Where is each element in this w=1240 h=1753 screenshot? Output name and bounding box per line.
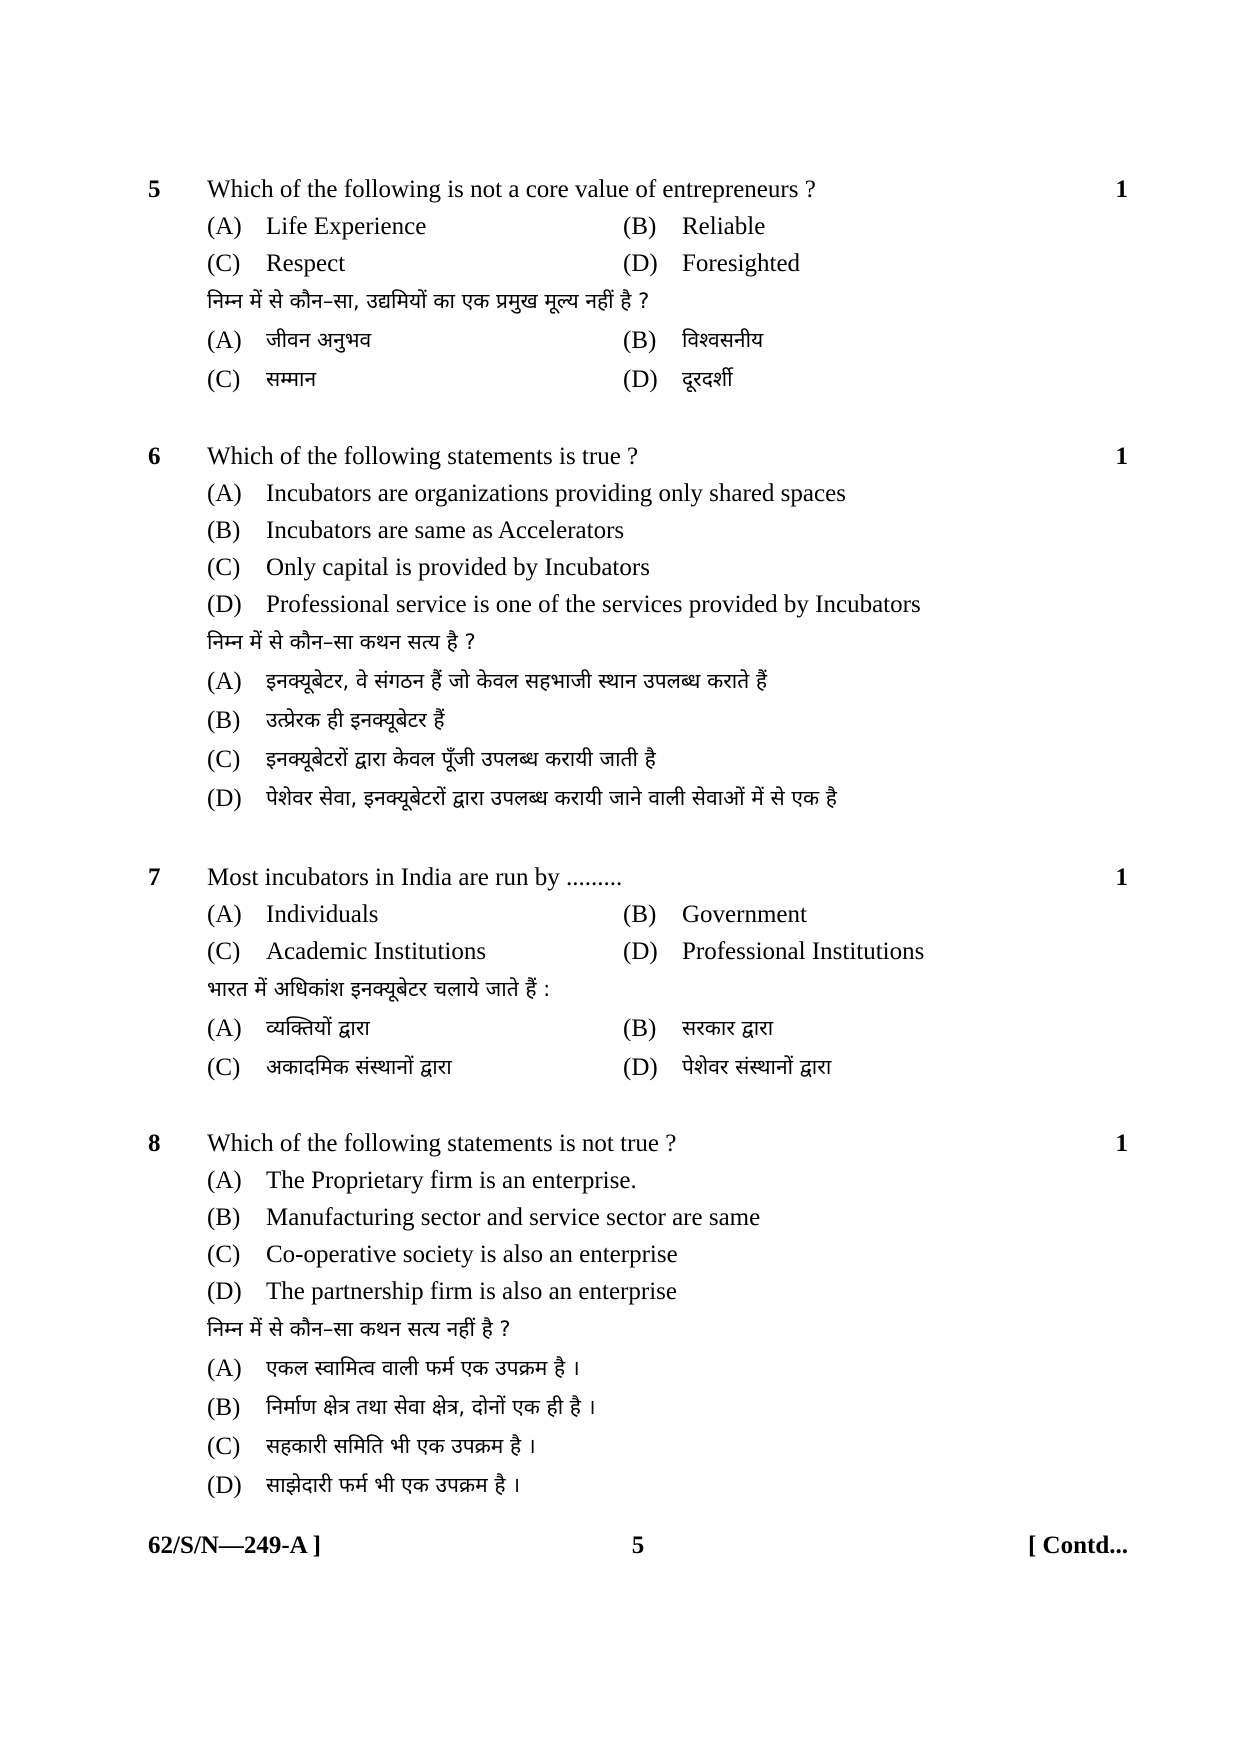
question-text-hi: निम्न में से कौन–सा कथन सत्य नहीं है ? xyxy=(207,1317,511,1341)
option-b-en xyxy=(623,896,1043,933)
option-text: Co-operative society is also an enterprise xyxy=(266,1241,678,1268)
question-text-hi: निम्न में से कौन–सा, उद्यमियों का एक प्रमुख मूल्य नहीं है ? xyxy=(207,289,650,313)
option-text: Respect xyxy=(266,250,346,277)
option-label: (B) xyxy=(207,1394,241,1421)
option-a-hi xyxy=(207,1009,623,1048)
options-hi xyxy=(207,321,1067,399)
option-label: (A) xyxy=(207,668,242,695)
option-text: Manufacturing sector and service sector are same xyxy=(266,1204,761,1231)
option-a-en xyxy=(207,475,1067,512)
option-label: (B) xyxy=(207,517,241,544)
option-label: (C) xyxy=(207,1241,241,1268)
option-b-hi xyxy=(623,321,1043,360)
option-text: Government xyxy=(682,901,807,928)
question-marks: 1 xyxy=(1115,176,1128,203)
option-text: Academic Institutions xyxy=(266,938,487,965)
option-label: (D) xyxy=(207,785,242,812)
option-c-hi xyxy=(207,1427,1067,1466)
option-a-hi xyxy=(207,662,1067,701)
option-text: एकल स्वामित्व वाली फर्म एक उपक्रम है । xyxy=(266,1356,580,1380)
question-text-en: Most incubators in India are run by ......... xyxy=(207,864,623,891)
option-text: निर्माण क्षेत्र तथा सेवा क्षेत्र, दोनों एक ही है । xyxy=(266,1395,596,1419)
option-label: (D) xyxy=(207,1278,242,1305)
option-label: (C) xyxy=(207,554,241,581)
option-text: Reliable xyxy=(682,213,766,240)
option-label: (D) xyxy=(207,591,242,618)
option-label: (B) xyxy=(207,707,241,734)
question-marks: 1 xyxy=(1115,864,1128,891)
option-b-hi xyxy=(207,701,1067,740)
option-text: Incubators are organizations providing only shared spaces xyxy=(266,480,846,507)
option-c-en xyxy=(207,549,1067,586)
question-number: 5 xyxy=(148,176,161,203)
option-label: (C) xyxy=(207,250,241,277)
option-label: (D) xyxy=(623,250,658,277)
option-text: दूरदर्शी xyxy=(682,367,733,391)
option-text: जीवन अनुभव xyxy=(266,328,372,352)
question-number: 8 xyxy=(148,1130,161,1157)
question-body xyxy=(207,859,1067,1087)
option-label: (C) xyxy=(207,1433,241,1460)
option-label: (C) xyxy=(207,938,241,965)
option-c-en xyxy=(207,245,623,282)
question-text-en: Which of the following statements is true ? xyxy=(207,443,639,470)
option-d-en xyxy=(207,1273,1067,1310)
option-text: The partnership firm is also an enterprise xyxy=(266,1278,677,1305)
option-text: The Proprietary firm is an enterprise. xyxy=(266,1167,637,1194)
options-en xyxy=(207,896,1067,970)
option-label: (D) xyxy=(623,366,658,393)
option-d-hi xyxy=(623,360,1043,399)
option-text: Life Experience xyxy=(266,213,427,240)
options-en xyxy=(207,208,1067,282)
option-text: इनक्यूबेटर, वे संगठन हैं जो केवल सहभाजी स्थान उपलब्ध कराते हैं xyxy=(266,669,768,693)
option-text: Professional service is one of the services provided by Incubators xyxy=(266,591,921,618)
option-text: पेशेवर संस्थानों द्वारा xyxy=(682,1055,832,1079)
option-text: Foresighted xyxy=(682,250,801,277)
question-body xyxy=(207,171,1067,399)
option-text: व्यक्तियों द्वारा xyxy=(266,1016,370,1040)
option-b-en xyxy=(207,512,1067,549)
question-number: 6 xyxy=(148,443,161,470)
option-a-hi xyxy=(207,1349,1067,1388)
option-d-hi xyxy=(207,1466,1067,1505)
option-text: पेशेवर सेवा, इनक्यूबेटरों द्वारा उपलब्ध करायी जाने वाली सेवाओं में से एक है xyxy=(266,786,837,810)
option-label: (C) xyxy=(207,746,241,773)
question-marks: 1 xyxy=(1115,1130,1128,1157)
question-text-en: Which of the following is not a core value of entrepreneurs ? xyxy=(207,176,816,203)
option-label: (A) xyxy=(207,480,242,507)
option-c-hi xyxy=(207,360,623,399)
option-text: सहकारी समिति भी एक उपक्रम है । xyxy=(266,1434,536,1458)
option-a-en xyxy=(207,1162,1067,1199)
question-body xyxy=(207,438,1067,818)
page-footer xyxy=(148,1527,1128,1564)
option-label: (B) xyxy=(623,213,657,240)
page-number: 5 xyxy=(631,1532,645,1559)
option-d-hi xyxy=(623,1048,1043,1087)
option-label: (A) xyxy=(207,1015,242,1042)
continued-label: [ Contd... xyxy=(1027,1532,1128,1559)
option-label: (A) xyxy=(207,1167,242,1194)
option-b-en xyxy=(623,208,1043,245)
options-hi xyxy=(207,1009,1067,1087)
option-label: (A) xyxy=(207,901,242,928)
option-text: इनक्यूबेटरों द्वारा केवल पूँजी उपलब्ध करायी जाती है xyxy=(266,747,656,771)
option-a-en xyxy=(207,896,623,933)
option-b-en xyxy=(207,1199,1067,1236)
option-text: उत्प्रेरक ही इनक्यूबेटर हैं xyxy=(266,708,445,732)
paper-code: 62/S/N—249-A ] xyxy=(148,1532,321,1559)
option-d-hi xyxy=(207,779,1067,818)
option-label: (B) xyxy=(623,1015,657,1042)
option-text: विश्वसनीय xyxy=(682,328,764,352)
question-text-hi: भारत में अधिकांश इनक्यूबेटर चलाये जाते हैं : xyxy=(207,977,551,1001)
question-marks: 1 xyxy=(1115,443,1128,470)
option-text: Individuals xyxy=(266,901,379,928)
question-text-hi: निम्न में से कौन–सा कथन सत्य है ? xyxy=(207,630,476,654)
option-b-hi xyxy=(207,1388,1067,1427)
option-d-en xyxy=(207,586,1067,623)
question-body xyxy=(207,1125,1067,1505)
option-b-hi xyxy=(623,1009,1043,1048)
option-label: (D) xyxy=(207,1472,242,1499)
option-label: (D) xyxy=(623,938,658,965)
option-text: Professional Institutions xyxy=(682,938,925,965)
question-number: 7 xyxy=(148,864,161,891)
option-label: (A) xyxy=(207,327,242,354)
option-a-hi xyxy=(207,321,623,360)
option-d-en xyxy=(623,933,1043,970)
option-text: Incubators are same as Accelerators xyxy=(266,517,625,544)
option-text: अकादमिक संस्थानों द्वारा xyxy=(266,1055,452,1079)
option-text: सम्मान xyxy=(266,367,317,391)
option-text: Only capital is provided by Incubators xyxy=(266,554,650,581)
option-text: साझेदारी फर्म भी एक उपक्रम है । xyxy=(266,1473,521,1497)
option-label: (A) xyxy=(207,1355,242,1382)
option-c-hi xyxy=(207,1048,623,1087)
option-a-en xyxy=(207,208,623,245)
option-label: (B) xyxy=(207,1204,241,1231)
option-label: (C) xyxy=(207,366,241,393)
option-label: (D) xyxy=(623,1054,658,1081)
option-c-en xyxy=(207,1236,1067,1273)
option-label: (B) xyxy=(623,327,657,354)
option-d-en xyxy=(623,245,1043,282)
option-label: (A) xyxy=(207,213,242,240)
question-text-en: Which of the following statements is not true ? xyxy=(207,1130,677,1157)
option-label: (B) xyxy=(623,901,657,928)
option-label: (C) xyxy=(207,1054,241,1081)
option-text: सरकार द्वारा xyxy=(682,1016,774,1040)
option-c-en xyxy=(207,933,623,970)
option-c-hi xyxy=(207,740,1067,779)
